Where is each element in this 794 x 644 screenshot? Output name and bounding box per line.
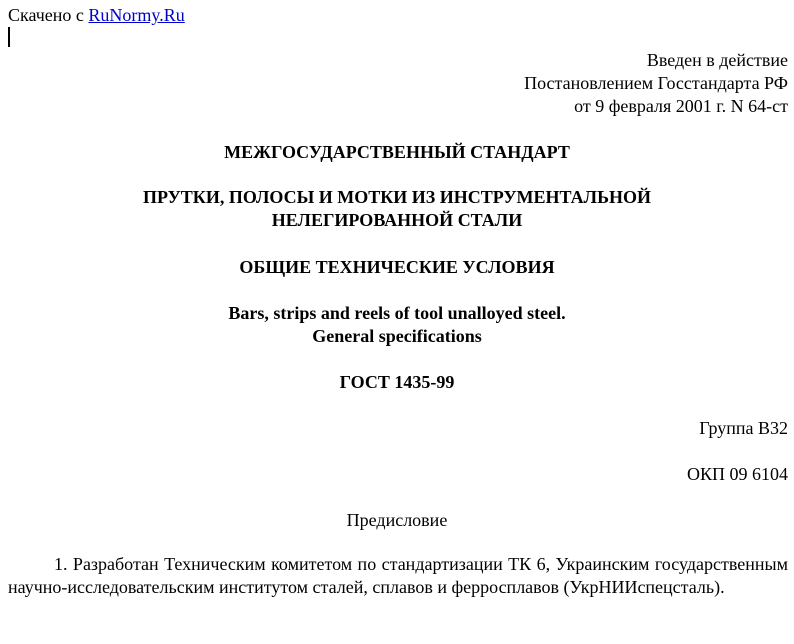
english-title-line-2: General specifications [312, 326, 482, 346]
text-cursor [8, 27, 10, 47]
subtitle-heading: ОБЩИЕ ТЕХНИЧЕСКИЕ УСЛОВИЯ [239, 257, 555, 277]
intro-line-3: от 9 февраля 2001 г. N 64-ст [574, 96, 788, 116]
download-source-prefix: Скачено с [8, 5, 84, 25]
intro-line-1: Введен в действие [646, 50, 788, 70]
runormy-link[interactable]: RuNormy.Ru [88, 5, 185, 25]
standard-name-line-1: ПРУТКИ, ПОЛОСЫ И МОТКИ ИЗ ИНСТРУМЕНТАЛЬНОЙ [143, 187, 651, 207]
group-classification: Группа В32 [699, 418, 788, 438]
standard-name-line-2: НЕЛЕГИРОВАННОЙ СТАЛИ [271, 210, 523, 230]
okp-classification: ОКП 09 6104 [686, 464, 788, 484]
english-title-line-1: Bars, strips and reels of tool unalloyed steel. [228, 303, 566, 323]
standard-type-heading: МЕЖГОСУДАРСТВЕННЫЙ СТАНДАРТ [224, 142, 570, 162]
foreword-paragraph-1: 1. Разработан Техническим комитетом по стандартизации ТК 6, Украинским государственным научно-исследовательским институтом сталей, сплавов и ферросплавов (УкрНИИспецсталь). [8, 554, 788, 597]
intro-line-2: Постановлением Госстандарта РФ [524, 73, 788, 93]
gost-code: ГОСТ 1435-99 [339, 372, 455, 392]
foreword-heading: Предисловие [346, 510, 448, 530]
download-source-line [8, 4, 185, 26]
